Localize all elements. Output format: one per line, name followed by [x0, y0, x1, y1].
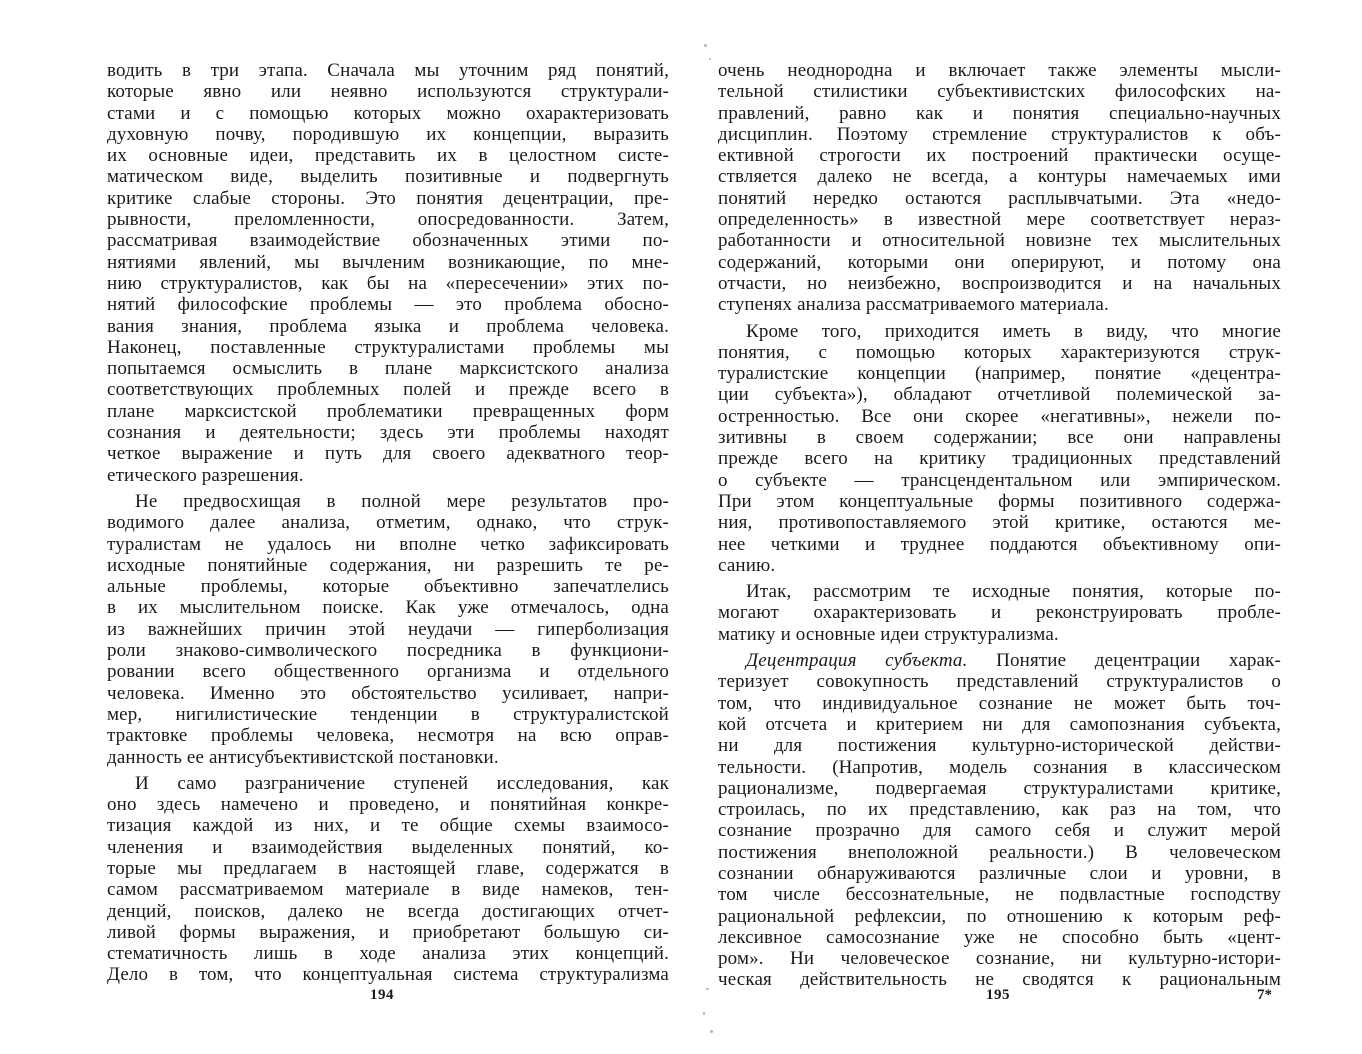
text-line: денций, поисков, далеко не всегда достигающих отчет-: [107, 900, 669, 922]
page-number: 194: [370, 987, 394, 1003]
text-line: трактовке проблемы человека, несмотря на всю оправ-: [107, 725, 669, 747]
scan-speck: [709, 58, 711, 60]
text-line: отчасти, но неизбежно, воспроизводится и на начальных: [718, 272, 1281, 294]
text-line: рывности, преломленности, опосредованности. Затем,: [107, 209, 669, 231]
text-line: членения и взаимодействия выделенных понятий, ко-: [107, 836, 669, 858]
text-line: работанности и относительной новизне тех мыслительных: [718, 230, 1281, 252]
text-line: нятиями явлений, мы вычленим возникающие, по мне-: [107, 251, 669, 273]
text-line: матическом виде, выделить позитивные и подвергнуть: [107, 166, 669, 188]
text-line: ступенях анализа рассматриваемого материала.: [718, 294, 1109, 316]
text-line: определенность» в известной мере соответствует нераз-: [718, 209, 1281, 231]
text-line: прежде всего на критику традиционных представлений: [718, 448, 1281, 470]
text-line: роли знаково-символического посредника в функциони-: [107, 640, 669, 662]
text-line: сознание прозрачно для самого себя и служит мерой: [718, 820, 1281, 842]
text-line: Дело в том, что концептуальная система структурализма: [107, 964, 669, 986]
text-line: ни для постижения культурно-исторической действи-: [718, 735, 1281, 757]
text-line: соответствующих проблемных полей и прежде всего в: [107, 379, 669, 401]
text-line: постижения внеположной реальности.) В человеческом: [718, 841, 1281, 863]
text-line: самом рассматриваемом материале в виде намеков, тен-: [107, 879, 669, 901]
text-line: дисциплин. Поэтому стремление структуралистов к объ-: [718, 123, 1281, 145]
text-line: строилась, по их представлению, как раз на том, что: [718, 799, 1281, 821]
text-line: исходные понятийные содержания, ни разрешить те ре-: [107, 554, 669, 576]
text-line: матику и основные идеи структурализма.: [718, 623, 1059, 645]
text-line: попытаемся осмыслить в плане марксистского анализа: [107, 358, 669, 380]
text-line: остренностью. Все они скорее «негативны», нежели по-: [718, 405, 1281, 427]
left-page-text: [107, 60, 669, 986]
scan-speck: [706, 988, 709, 990]
text-line: сознании обнаруживаются различные слои и уровни, в: [718, 862, 1281, 884]
text-line: из важнейших причин этой неудачи — гиперболизация: [107, 618, 669, 640]
text-line: туралистам не удалось ни вполне четко зафиксировать: [107, 533, 669, 555]
page-number: 195: [986, 987, 1010, 1003]
text-line: тельной стилистики субъективистских философских на-: [718, 81, 1281, 103]
paragraph-first-line: Не предвосхищая в полной мере результатов про-: [135, 490, 669, 512]
text-line: ективной строгости их построений практически осуще-: [718, 145, 1281, 167]
printer-signature-mark: 7*: [1257, 987, 1272, 1003]
text-line: критике слабые стороны. Это понятия децентрации, пре-: [107, 187, 669, 209]
text-line: рассматривая взаимодействие обозначенных этими по-: [107, 230, 669, 252]
text-line: понятия, с помощью которых характеризуются струк-: [718, 341, 1281, 363]
paragraph-first-line: Итак, рассмотрим те исходные понятия, которые по-: [746, 581, 1281, 603]
scan-speck: [703, 1012, 705, 1015]
text-line: При этом концептуальные формы позитивного содержа-: [718, 490, 1281, 512]
text-line: стематичность лишь в ходе анализа этих концепций.: [107, 943, 669, 965]
text-line: стами и с помощью которых можно охарактеризовать: [107, 102, 669, 124]
text-line: данность ее антисубъективистской постановки.: [107, 746, 499, 768]
text-line: лексивное самосознание уже не способно быть «цент-: [718, 926, 1281, 948]
text-line: зитивны в своем содержании; все они направлены: [718, 427, 1281, 449]
text-line: нее четкими и труднее поддаются объективному опи-: [718, 533, 1281, 555]
text-line: кой отсчета и критерием ни для самопознания субъекта,: [718, 713, 1281, 735]
text-line: понятий нередко остаются расплывчатыми. Эта «недо-: [718, 187, 1281, 209]
text-line: том, что индивидуальное сознание не может быть точ-: [718, 692, 1281, 714]
right-page-text: [718, 60, 1281, 991]
text-line: нятий философские проблемы — это проблема обосно-: [107, 294, 669, 316]
text-line: человека. Именно это обстоятельство усиливает, напри-: [107, 682, 669, 704]
text-line: мер, нигилистические тенденции в структуралистской: [107, 703, 669, 725]
text-line-remainder: Понятие децентрации харак-: [996, 650, 1281, 672]
text-line: могают охарактеризовать и реконструировать пробле-: [718, 602, 1281, 624]
text-line: о субъекте — трансцендентальном или эмпирическом.: [718, 469, 1281, 491]
text-line: их основные идеи, представить их в целостном систе-: [107, 145, 669, 167]
text-line: вания знания, проблема языка и проблема человека.: [107, 315, 669, 337]
text-line: ния, противопоставляемого этой критике, остаются ме-: [718, 512, 1281, 534]
text-line: ствляется далеко не всегда, а контуры намечаемых ими: [718, 166, 1281, 188]
text-line: содержаний, которыми они оперируют, и потому она: [718, 251, 1281, 273]
text-line: правлений, равно как и понятия специально-научных: [718, 102, 1281, 124]
text-line: тизация каждой из них, и те общие схемы взаимосо-: [107, 815, 669, 837]
text-line: Наконец, поставленные структуралистами проблемы мы: [107, 336, 669, 358]
section-heading-italic: Децентрация субъекта.: [746, 650, 968, 672]
text-line: рационализме, подвергаемая структуралистами критике,: [718, 777, 1281, 799]
paragraph-first-line: [718, 650, 1281, 671]
text-line: оно здесь намечено и проведено, и понятийная конкре-: [107, 794, 669, 816]
text-line: духовную почву, породившую их концепции, выразить: [107, 123, 669, 145]
text-line: в их мыслительном поиске. Как уже отмечалось, одна: [107, 597, 669, 619]
text-line: санию.: [718, 554, 776, 576]
text-line: ливой формы выражения, и приобретают большую си-: [107, 921, 669, 943]
text-line: ровании всего общественного организма и отдельного: [107, 661, 669, 683]
text-line: теризует совокупность представлений структуралистов о: [718, 671, 1281, 693]
text-line: которые явно или неявно используются структурали-: [107, 81, 669, 103]
text-line: рациональной рефлексии, по отношению к которым реф-: [718, 905, 1281, 927]
paragraph-first-line: И само разграничение ступеней исследования, как: [135, 772, 669, 794]
text-line: четкое выражение и путь для своего адекватного теор-: [107, 443, 669, 465]
paragraph-first-line: Кроме того, приходится иметь в виду, что многие: [746, 320, 1281, 342]
text-line: водимого далее анализа, отметим, однако, что струк-: [107, 512, 669, 534]
text-line: сознания и деятельности; здесь эти проблемы находят: [107, 422, 669, 444]
text-line: тельности. (Напротив, модель сознания в классическом: [718, 756, 1281, 778]
text-line: ром». Ни человеческое сознание, ни культурно-истори-: [718, 948, 1281, 970]
text-line: очень неоднородна и включает также элементы мысли-: [718, 60, 1281, 81]
text-line: том числе бессознательные, не подвластные господству: [718, 884, 1281, 906]
text-line: водить в три этапа. Сначала мы уточним ряд понятий,: [107, 60, 669, 81]
text-line: альные проблемы, которые объективно запечатлелись: [107, 576, 669, 598]
text-line: нию структуралистов, как бы на «пересечении» этих по-: [107, 272, 669, 294]
scan-speck: [710, 1030, 713, 1033]
text-line: етического разрешения.: [107, 464, 304, 486]
scan-speck: [704, 44, 707, 47]
text-line: плане марксистской проблематики превращенных форм: [107, 400, 669, 422]
text-line: туралистские концепции (например, понятие «децентра-: [718, 363, 1281, 385]
text-line: ческая действительность не сводятся к рациональным: [718, 969, 1281, 991]
text-line: ции субъекта»), обладают отчетливой полемической за-: [718, 384, 1281, 406]
text-line: торые мы предлагаем в настоящей главе, содержатся в: [107, 857, 669, 879]
